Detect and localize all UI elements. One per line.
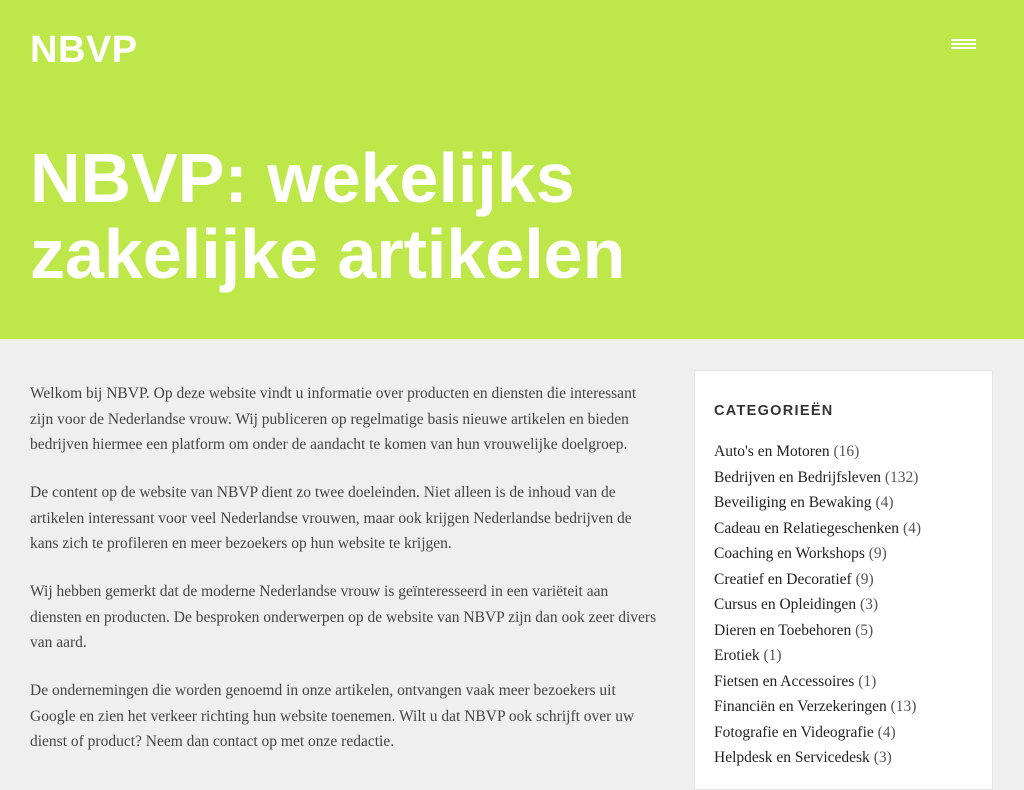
category-count: (3): [873, 749, 892, 766]
main-content: [30, 381, 662, 777]
category-link[interactable]: Coaching en Workshops: [714, 545, 865, 562]
category-count: (9): [868, 545, 887, 562]
category-item: [714, 694, 921, 720]
menu-bar: [951, 43, 976, 45]
category-count: (5): [855, 621, 874, 639]
category-link[interactable]: Fotografie en Videografie: [714, 723, 874, 741]
category-link[interactable]: Beveiliging en Bewaking: [714, 494, 872, 511]
category-link[interactable]: Creatief en Decoratief: [714, 570, 852, 588]
category-item: [714, 669, 921, 695]
categories-widget: [694, 370, 993, 790]
category-count: (1): [858, 672, 877, 690]
category-count: (16): [833, 443, 860, 460]
category-count: (132): [884, 468, 919, 486]
category-item: [714, 465, 921, 491]
menu-bar: [951, 39, 976, 41]
category-count: (3): [859, 596, 879, 613]
category-item: [714, 720, 921, 746]
category-count: (1): [763, 647, 782, 664]
category-item: [714, 516, 921, 542]
category-link[interactable]: Cursus en Opleidingen: [714, 596, 857, 613]
page-title: NBVP: wekelijks zakelijke artikelen: [30, 139, 626, 293]
category-item: [714, 490, 921, 516]
category-count: (4): [902, 519, 922, 537]
category-item: [714, 618, 921, 644]
category-list: [714, 439, 921, 771]
category-item: [714, 439, 921, 465]
menu-bar: [951, 47, 976, 49]
category-link[interactable]: Auto's en Motoren: [714, 443, 830, 460]
widget-title: CATEGORIEËN: [714, 403, 834, 419]
content-paragraph: Wij hebben gemerkt dat de moderne Nederlandse vrouw is geïnteresseerd in een variëteit aan diensten en producten. De besproken onderwerpen op de website van NBVP zijn dan ook zeer divers van aard.: [30, 583, 657, 651]
category-count: (4): [877, 723, 896, 741]
category-count: (4): [875, 494, 894, 511]
content-paragraph: De ondernemingen die worden genoemd in onze artikelen, ontvangen vaak meer bezoekers uit Google en zien het verkeer richting hun website toenemen. Wilt u dat NBVP ook schrijft over uw dienst of product? Neem dan contact op met onze redactie.: [30, 682, 635, 750]
category-item: [714, 541, 921, 567]
category-item: [714, 592, 921, 618]
intro-paragraph: Welkom bij NBVP. Op deze website vindt u informatie over producten en diensten die interessant zijn voor de Nederlandse vrouw. Wij publiceren op regelmatige basis nieuwe artikelen en bieden bedrijven hiermee een platform om onder de aandacht te komen van hun vrouwelijke doelgroep.: [30, 385, 637, 453]
category-link[interactable]: Financiën en Verzekeringen: [714, 698, 887, 715]
category-item: [714, 745, 921, 771]
category-item: [714, 567, 921, 593]
category-link[interactable]: Erotiek: [714, 647, 760, 664]
category-count: (13): [890, 698, 917, 715]
site-header: [0, 0, 1024, 339]
category-link[interactable]: Cadeau en Relatiegeschenken: [714, 519, 900, 537]
hamburger-menu-icon[interactable]: [946, 34, 980, 56]
category-link[interactable]: Helpdesk en Servicedesk: [714, 749, 870, 766]
category-link[interactable]: Bedrijven en Bedrijfsleven: [714, 468, 882, 486]
site-title-link[interactable]: NBVP: [30, 29, 138, 71]
category-count: (9): [855, 570, 874, 588]
category-item: [714, 643, 921, 669]
category-link[interactable]: Fietsen en Accessoires: [714, 672, 855, 690]
category-link[interactable]: Dieren en Toebehoren: [714, 621, 852, 639]
content-paragraph: De content op de website van NBVP dient zo twee doeleinden. Niet alleen is de inhoud van de artikelen interessant voor veel Nederlandse vrouwen, maar ook krijgen Nederlandse bedrijven de kans zich te profileren en meer bezoekers op hun website te krijgen.: [30, 484, 632, 552]
